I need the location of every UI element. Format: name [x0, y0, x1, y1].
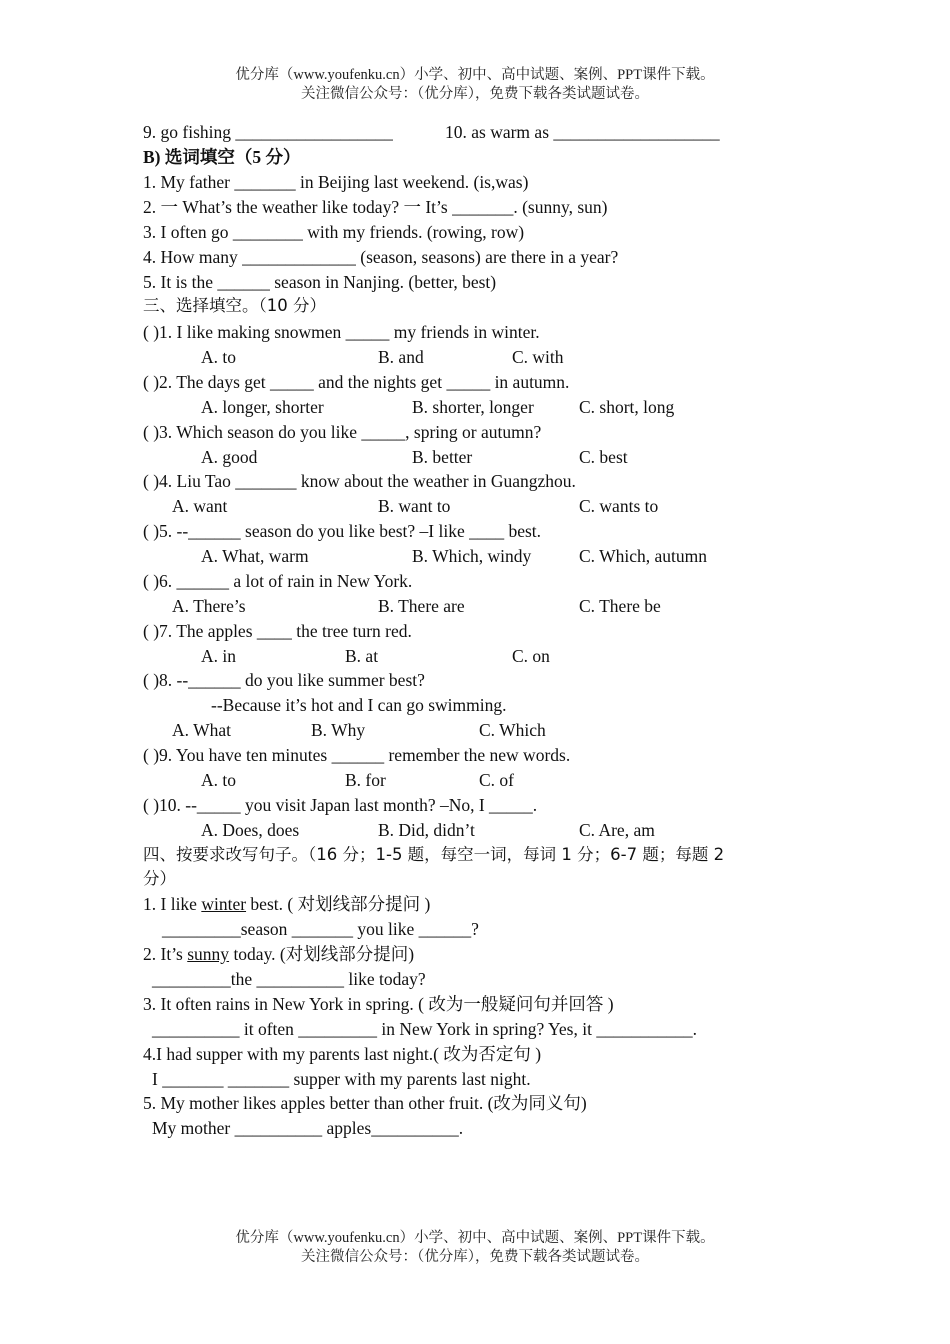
mc-option-a: A. What [172, 720, 231, 740]
translate-q9: 9. go fishing __________________ [143, 122, 393, 142]
mc-option-c: C. on [512, 646, 550, 666]
rewrite-text: 1. I like [143, 894, 202, 914]
mc-question: ( )5. --______ season do you like best? –I like ____ best. [143, 521, 542, 541]
mc-option-b: B. for [345, 770, 386, 790]
section-b-item: 1. My father _______ in Beijing last weekend. (is,was) [143, 172, 529, 192]
mc-option-b: B. at [345, 646, 379, 666]
mc-question-cont: --Because it’s hot and I can go swimming. [211, 695, 507, 715]
mc-option-b: B. shorter, longer [412, 397, 534, 417]
section-3-title: 三、选择填空。（10 分） [143, 296, 326, 315]
mc-option-c: C. There be [579, 596, 661, 616]
mc-option-a: A. to [201, 347, 236, 367]
mc-option-a: A. in [201, 646, 236, 666]
translate-q10: 10. as warm as ___________________ [445, 122, 720, 142]
mc-question: ( )1. I like making snowmen _____ my friends in winter. [143, 322, 540, 342]
rewrite-text: 2. It’s [143, 944, 188, 964]
rewrite-item: 5. My mother likes apples better than other fruit. (改为同义句) [143, 1093, 587, 1113]
mc-option-c: C. short, long [579, 397, 675, 417]
answer-blank-line: _________season _______ you like ______? [162, 919, 479, 939]
mc-option-c: C. best [579, 447, 628, 467]
mc-option-a: A. longer, shorter [201, 397, 324, 417]
page-header [0, 66, 950, 104]
mc-option-c: C. of [479, 770, 514, 790]
mc-option-c: C. wants to [579, 496, 659, 516]
mc-question: ( )4. Liu Tao _______ know about the weather in Guangzhou. [143, 471, 576, 491]
section-b-title: B) 选词填空（5 分） [143, 147, 301, 167]
mc-option-c: C. Which, autumn [579, 546, 707, 566]
section-b-item: 5. It is the ______ season in Nanjing. (better, best) [143, 272, 497, 292]
mc-question: ( )2. The days get _____ and the nights get _____ in autumn. [143, 372, 570, 392]
footer-line-2: 关注微信公众号：（优分库），免费下载各类试题试卷。 [301, 1249, 649, 1265]
section-4-title: 四、按要求改写句子。（16 分；1-5 题，每空一词，每词 1 分；6-7 题；每题 2 [143, 845, 725, 864]
mc-question: ( )9. You have ten minutes ______ remember the new words. [143, 745, 571, 765]
mc-option-b: B. Which, windy [412, 546, 532, 566]
rewrite-instruction: today. (对划线部分提问) [229, 944, 415, 964]
mc-question: ( )7. The apples ____ the tree turn red. [143, 621, 412, 641]
mc-option-b: B. want to [378, 496, 451, 516]
rewrite-item [143, 893, 430, 915]
mc-option-a: A. Does, does [201, 820, 300, 840]
mc-option-b: B. Did, didn’t [378, 820, 475, 840]
answer-blank-line: __________ it often _________ in New York in spring? Yes, it ___________. [152, 1019, 697, 1039]
mc-question: ( )6. ______ a lot of rain in New York. [143, 571, 413, 591]
page-footer [0, 1229, 950, 1267]
mc-option-a: A. There’s [172, 596, 246, 616]
header-line-2: 关注微信公众号：（优分库），免费下载各类试题试卷。 [301, 86, 649, 102]
section-b-item: 4. How many _____________ (season, seasons) are there in a year? [143, 247, 619, 267]
mc-option-b: B. and [378, 347, 424, 367]
mc-option-a: A. to [201, 770, 236, 790]
mc-option-b: B. better [412, 447, 473, 467]
footer-line-1: 优分库（www.youfenku.cn）小学、初中、高中试题、案例、PPT课件下载。 [235, 1230, 715, 1246]
rewrite-item: 3. It often rains in New York in spring. ( 改为一般疑问句并回答 ) [143, 994, 614, 1014]
mc-option-b: B. There are [378, 596, 465, 616]
underlined-word: sunny [187, 944, 230, 964]
mc-question: ( )3. Which season do you like _____, spring or autumn? [143, 422, 542, 442]
mc-option-b: B. Why [311, 720, 366, 740]
answer-blank-line: My mother __________ apples__________. [152, 1118, 464, 1138]
mc-question: ( )10. --_____ you visit Japan last month? –No, I _____. [143, 795, 538, 815]
mc-question: ( )8. --______ do you like summer best? [143, 670, 425, 690]
rewrite-item: 4.I had supper with my parents last night.( 改为否定句 ) [143, 1044, 542, 1064]
header-line-1: 优分库（www.youfenku.cn）小学、初中、高中试题、案例、PPT课件下载。 [235, 67, 715, 83]
section-b-item: 3. I often go ________ with my friends. (rowing, row) [143, 222, 525, 242]
mc-option-a: A. good [201, 447, 258, 467]
answer-blank-line: _________the __________ like today? [152, 969, 426, 989]
rewrite-instruction: best. ( 对划线部分提问 ) [246, 894, 431, 914]
mc-option-c: C. with [512, 347, 564, 367]
section-b-item: 2. 一 What’s the weather like today? 一 It’s _______. (sunny, sun) [143, 197, 608, 217]
rewrite-item [143, 943, 414, 965]
mc-option-c: C. Which [479, 720, 546, 740]
section-4-title-cont: 分） [143, 869, 176, 888]
answer-blank-line: I _______ _______ supper with my parents last night. [152, 1069, 531, 1089]
mc-option-a: A. What, warm [201, 546, 309, 566]
mc-option-c: C. Are, am [579, 820, 655, 840]
underlined-word: winter [201, 894, 247, 914]
mc-option-a: A. want [172, 496, 228, 516]
